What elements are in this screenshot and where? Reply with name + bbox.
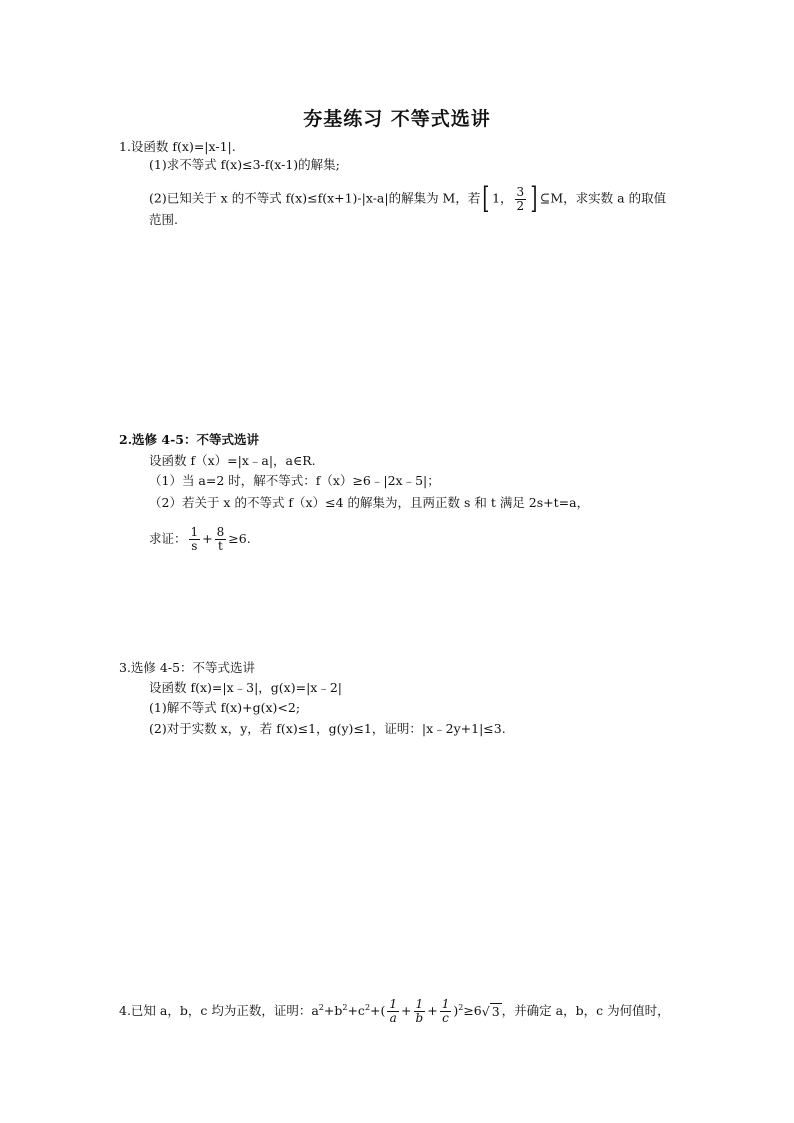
right-bracket: ] bbox=[530, 181, 538, 216]
fraction-1-over-s bbox=[189, 526, 201, 553]
exponent: 2 bbox=[318, 1002, 324, 1012]
q2-line2: （1）当 a=2 时，解不等式：f（x）≥6﹣|2x﹣5|； bbox=[149, 473, 440, 488]
q2-line4 bbox=[149, 526, 251, 553]
fraction-denominator: t bbox=[215, 539, 227, 553]
q4-paren-open: +( bbox=[370, 1003, 386, 1018]
plus-sign: + bbox=[427, 1003, 438, 1018]
exponent: 2 bbox=[364, 1002, 371, 1012]
q4-line1 bbox=[119, 998, 670, 1025]
page-title: 夯基练习 不等式选讲 bbox=[303, 108, 491, 130]
q2-line3: （2）若关于 x 的不等式 f（x）≤4 的解集为，且两正数 s 和 t 满足 2s+t=a， bbox=[149, 495, 590, 510]
q4-ge: ≥6 bbox=[463, 1003, 482, 1018]
q1-part2-text-a: (2)已知关于 x 的不等式 f(x)≤f(x+1)-|x-a|的解集为 M，若 bbox=[149, 190, 481, 206]
square-root bbox=[482, 1004, 502, 1020]
fraction-numerator: 1 bbox=[190, 525, 199, 539]
q3-line2: (1)解不等式 f(x)+g(x)<2; bbox=[149, 700, 301, 715]
fraction-1-over-c bbox=[440, 998, 452, 1025]
sqrt-icon: √ bbox=[481, 1003, 490, 1019]
fraction-numerator: 8 bbox=[216, 525, 225, 539]
fraction-numerator: 3 bbox=[516, 184, 525, 199]
q2-line1: 设函数 f（x）=|x﹣a|，a∈R. bbox=[149, 453, 316, 468]
q1-part1: (1)求不等式 f(x)≤3-f(x-1)的解集; bbox=[149, 157, 340, 172]
fraction-denominator: s bbox=[189, 539, 201, 553]
fraction-denominator: c bbox=[440, 1011, 452, 1025]
q2-line4-suffix: ≥6. bbox=[228, 531, 251, 546]
q1-part2-cont: 范围. bbox=[149, 212, 178, 227]
q1-part2-text-b: ⊆M，求实数 a 的取值 bbox=[539, 190, 667, 206]
fraction-denominator: b bbox=[415, 1011, 424, 1025]
fraction-numerator: 1 bbox=[415, 997, 424, 1011]
fraction-1-over-a bbox=[387, 998, 399, 1025]
sqrt-radicand: 3 bbox=[491, 1003, 500, 1019]
fraction-numerator: 1 bbox=[389, 997, 398, 1011]
plus-sign: + bbox=[202, 531, 213, 546]
fraction-1-over-b bbox=[414, 998, 426, 1025]
q2-line4-prefix: 求证： bbox=[149, 531, 187, 546]
q4-c2: +c bbox=[347, 1003, 365, 1018]
plus-sign: + bbox=[401, 1003, 412, 1018]
q4-b2: +b bbox=[323, 1003, 343, 1018]
q4-text-a: 4.已知 a，b，c 均为正数，证明：a bbox=[119, 1003, 319, 1018]
q3-line1: 设函数 f(x)=|x﹣3|，g(x)=|x﹣2| bbox=[149, 680, 343, 695]
q3-line3: (2)对于实数 x，y，若 f(x)≤1，g(y)≤1，证明：|x﹣2y+1|≤3. bbox=[149, 721, 506, 736]
q3-stem: 3.选修 4-5：不等式选讲 bbox=[119, 660, 256, 675]
fraction-denominator: 2 bbox=[516, 198, 525, 213]
exponent: 2 bbox=[458, 1002, 464, 1012]
q1-part2 bbox=[149, 181, 667, 216]
q4-text-b: ，并确定 a，b，c 为何值时， bbox=[501, 1003, 670, 1018]
fraction-denominator: a bbox=[387, 1011, 399, 1025]
fraction-numerator: 1 bbox=[441, 997, 450, 1011]
q1-stem: 1.设函数 f(x)=|x-1|. bbox=[119, 139, 236, 154]
fraction-three-halves bbox=[515, 186, 527, 213]
fraction-8-over-t bbox=[215, 526, 227, 553]
left-bracket: [ bbox=[482, 181, 490, 216]
exponent: 2 bbox=[342, 1002, 348, 1012]
q4-paren-close: ) bbox=[453, 1003, 459, 1018]
q2-stem: 2.选修 4-5：不等式选讲 bbox=[119, 432, 259, 447]
q1-part2-one: 1， bbox=[492, 190, 513, 206]
